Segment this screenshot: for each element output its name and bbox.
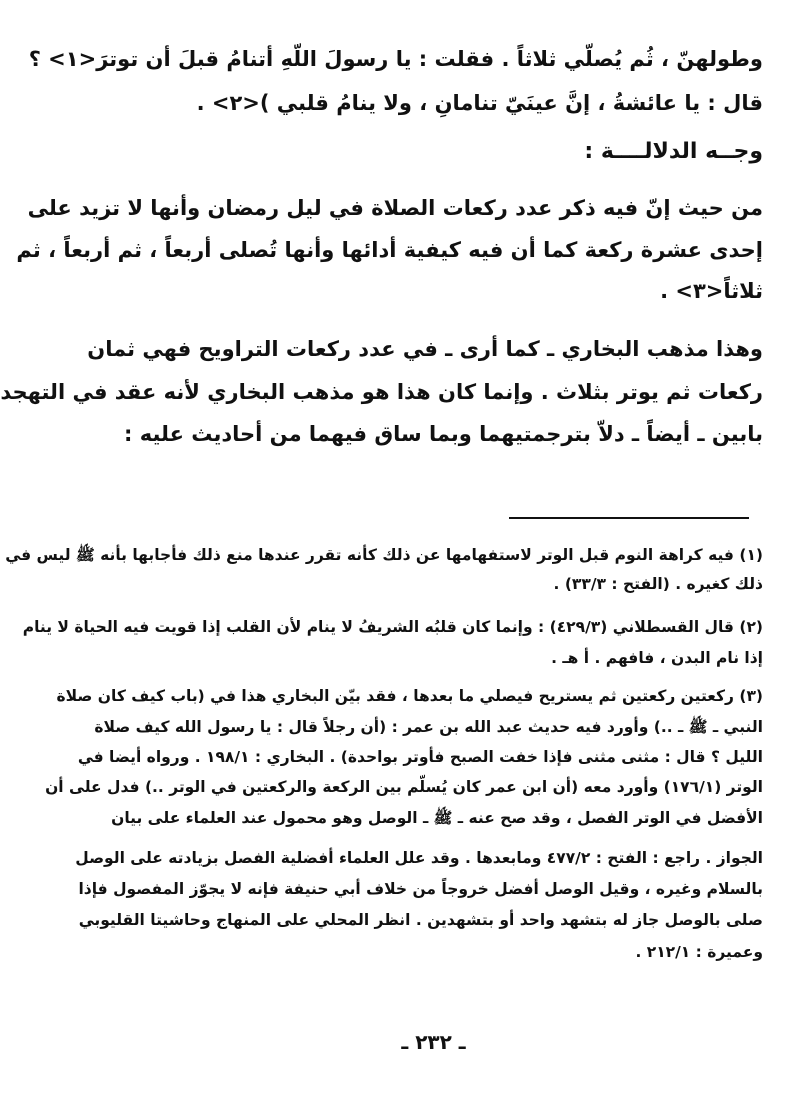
footnote-3-line-2: النبي ـ ﷺ ـ ..) وأورد فيه حديث عبد الله بن عمر : (أن رجلاً قال : يا رسول الله كيف صلاة (94, 718, 763, 736)
paragraph-1-line-1: من حيث إنّ فيه ذكر عدد ركعات الصلاة في ليل رمضان وأنها لا تزيد على (27, 196, 763, 220)
footnote-1-line-2: ذلك كغيره . (الفتح : ٣٣/٣) . (553, 575, 763, 593)
paragraph-1-line-2: إحدى عشرة ركعة كما أن فيه كيفية أدائها وأنها تُصلى أربعاً ، ثم أربعاً ، ثم (16, 238, 763, 262)
paragraph-2-line-3: بابين ـ أيضاً ـ دلاّ بترجمتيهما وبما ساق فيهما من أحاديث عليه : (124, 422, 763, 446)
footnote-3-line-4: الوتر (١٧٦/١) وأورد معه (أن ابن عمر كان يُسلّم بين الركعة والركعتين في الوتر ..) فدل على أن (45, 778, 763, 796)
paragraph-2-line-1: وهذا مذهب البخاري ـ كما أرى ـ في عدد ركعات التراويح فهي ثمان (87, 337, 763, 361)
footnote-3-line-6: الجواز . راجع : الفتح : ٤٧٧/٢ ومابعدها . وقد علل العلماء أفضلية الفصل بزيادته على الوصل (75, 849, 763, 867)
footnote-1-line-1: (١) فيه كراهة النوم قبل الوتر لاستفهامها عن ذلك كأنه تقرر عندها منع ذلك فأجابها بأنه ﷺ ليس في (5, 546, 763, 564)
paragraph-1-line-3: ثلاثاً<٣> . (660, 279, 763, 303)
footnote-2-line-2: إذا نام البدن ، فافهم . أ هـ . (551, 649, 763, 667)
footnote-3-line-9: وعميرة : ٢١٢/١ . (635, 943, 763, 961)
paragraph-2-line-2: ركعات ثم يوتر بثلاث . وإنما كان هذا هو مذهب البخاري لأنه عقد في التهجد (0, 380, 763, 404)
footnote-separator (509, 517, 749, 519)
footnote-3-line-1: (٣) ركعتين ركعتين ثم يستريح فيصلي ما بعدها ، فقد بيّن البخاري هذا في (باب كيف كان صلاة (56, 687, 763, 705)
footnote-2-line-1: (٢) قال القسطلاني (٤٢٩/٣) : وإنما كان قلبُه الشريفُ لا ينام لأن القلب إذا قويت فيه الحياة لا ينام (22, 618, 763, 636)
section-heading: وجــه الدلالــــة : (584, 139, 763, 164)
top-paragraph-line-2: قال : يا عائشةُ ، إنَّ عينَيّ تنامانِ ، ولا ينامُ قلبي )<٢> . (196, 91, 763, 115)
footnote-3-line-8: صلى بالوصل جاز له بتشهد واحد أو بتشهدين . انظر المحلي على المنهاج وحاشيتا القليوبي (78, 911, 763, 929)
top-paragraph-line-1: وطولهنّ ، ثُم يُصلّي ثلاثاً . فقلت : يا رسولَ اللّهِ أتنامُ قبلَ أن توترَ<١> ؟ (28, 47, 763, 71)
footnote-3-line-3: الليل ؟ قال : مثنى مثنى فإذا خفت الصبح فأوتر بواحدة) . البخاري : ١٩٨/١ . ورواه أيضا في (77, 748, 763, 766)
footnote-3-line-5: الأفضل في الوتر الفصل ، وقد صح عنه ـ ﷺ ـ الوصل وهو محمول عند العلماء على بيان (111, 809, 763, 827)
footnote-3-line-7: بالسلام وغيره ، وقيل الوصل أفضل خروجاً من خلاف أبي حنيفة فإنه لا يجوّز المفصول فإذا (78, 880, 763, 898)
page-number: ـ ٢٣٢ ـ (401, 1030, 466, 1054)
